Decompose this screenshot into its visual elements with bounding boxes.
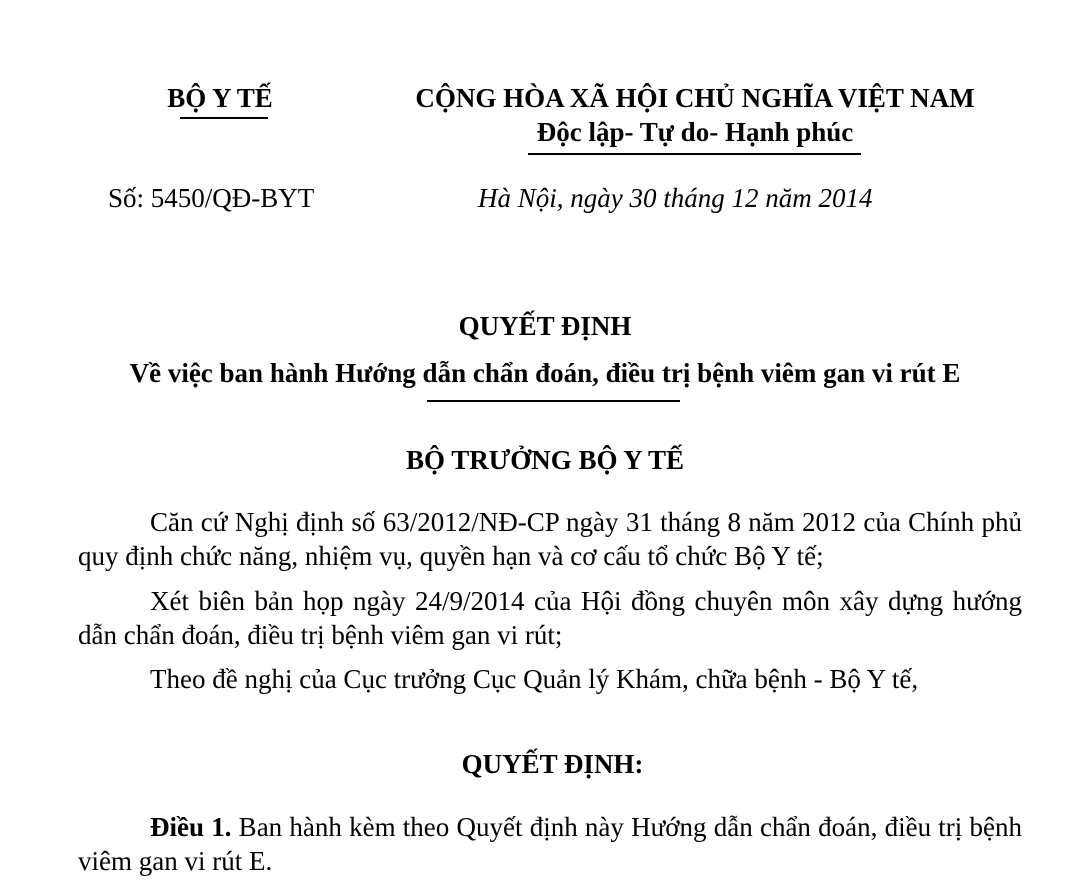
preamble-paragraph <box>78 505 1022 573</box>
ministry-underline <box>180 117 268 119</box>
article-paragraph <box>78 810 1022 878</box>
article-label: Điều 1. <box>150 812 232 842</box>
decision-title: QUYẾT ĐỊNH <box>458 311 632 341</box>
subject-underline <box>427 400 680 402</box>
document-number: Số: 5450/QĐ-BYT <box>108 183 315 213</box>
decision-heading: QUYẾT ĐỊNH: <box>461 749 644 779</box>
preamble-text: Căn cứ Nghị định số 63/2012/NĐ-CP ngày 31 tháng 8 năm 2012 của Chính phủ quy định chức năng, nhiệm vụ, quyền hạn và cơ cấu tổ chức Bộ Y tế; <box>78 507 1022 571</box>
national-motto: Độc lập- Tự do- Hạnh phúc <box>536 117 854 147</box>
republic-name: CỘNG HÒA XÃ HỘI CHỦ NGHĨA VIỆT NAM <box>415 83 975 113</box>
preamble-paragraph <box>78 584 1022 652</box>
preamble-text: Theo đề nghị của Cục trưởng Cục Quản lý Khám, chữa bệnh - Bộ Y tế, <box>150 664 919 694</box>
article-text: Ban hành kèm theo Quyết định này Hướng dẫn chẩn đoán, điều trị bệnh viêm gan vi rút E. <box>78 812 1022 876</box>
decision-subject: Về việc ban hành Hướng dẫn chẩn đoán, điều trị bệnh viêm gan vi rút E <box>129 358 961 388</box>
authority-heading: BỘ TRƯỞNG BỘ Y TẾ <box>405 445 685 475</box>
place-date: Hà Nội, ngày 30 tháng 12 năm 2014 <box>478 183 873 213</box>
motto-underline <box>528 153 861 155</box>
preamble-paragraph <box>78 662 1022 696</box>
preamble-text: Xét biên bản họp ngày 24/9/2014 của Hội đồng chuyên môn xây dựng hướng dẫn chẩn đoán, điều trị bệnh viêm gan vi rút; <box>78 586 1022 650</box>
ministry-name: BỘ Y TẾ <box>167 83 273 113</box>
